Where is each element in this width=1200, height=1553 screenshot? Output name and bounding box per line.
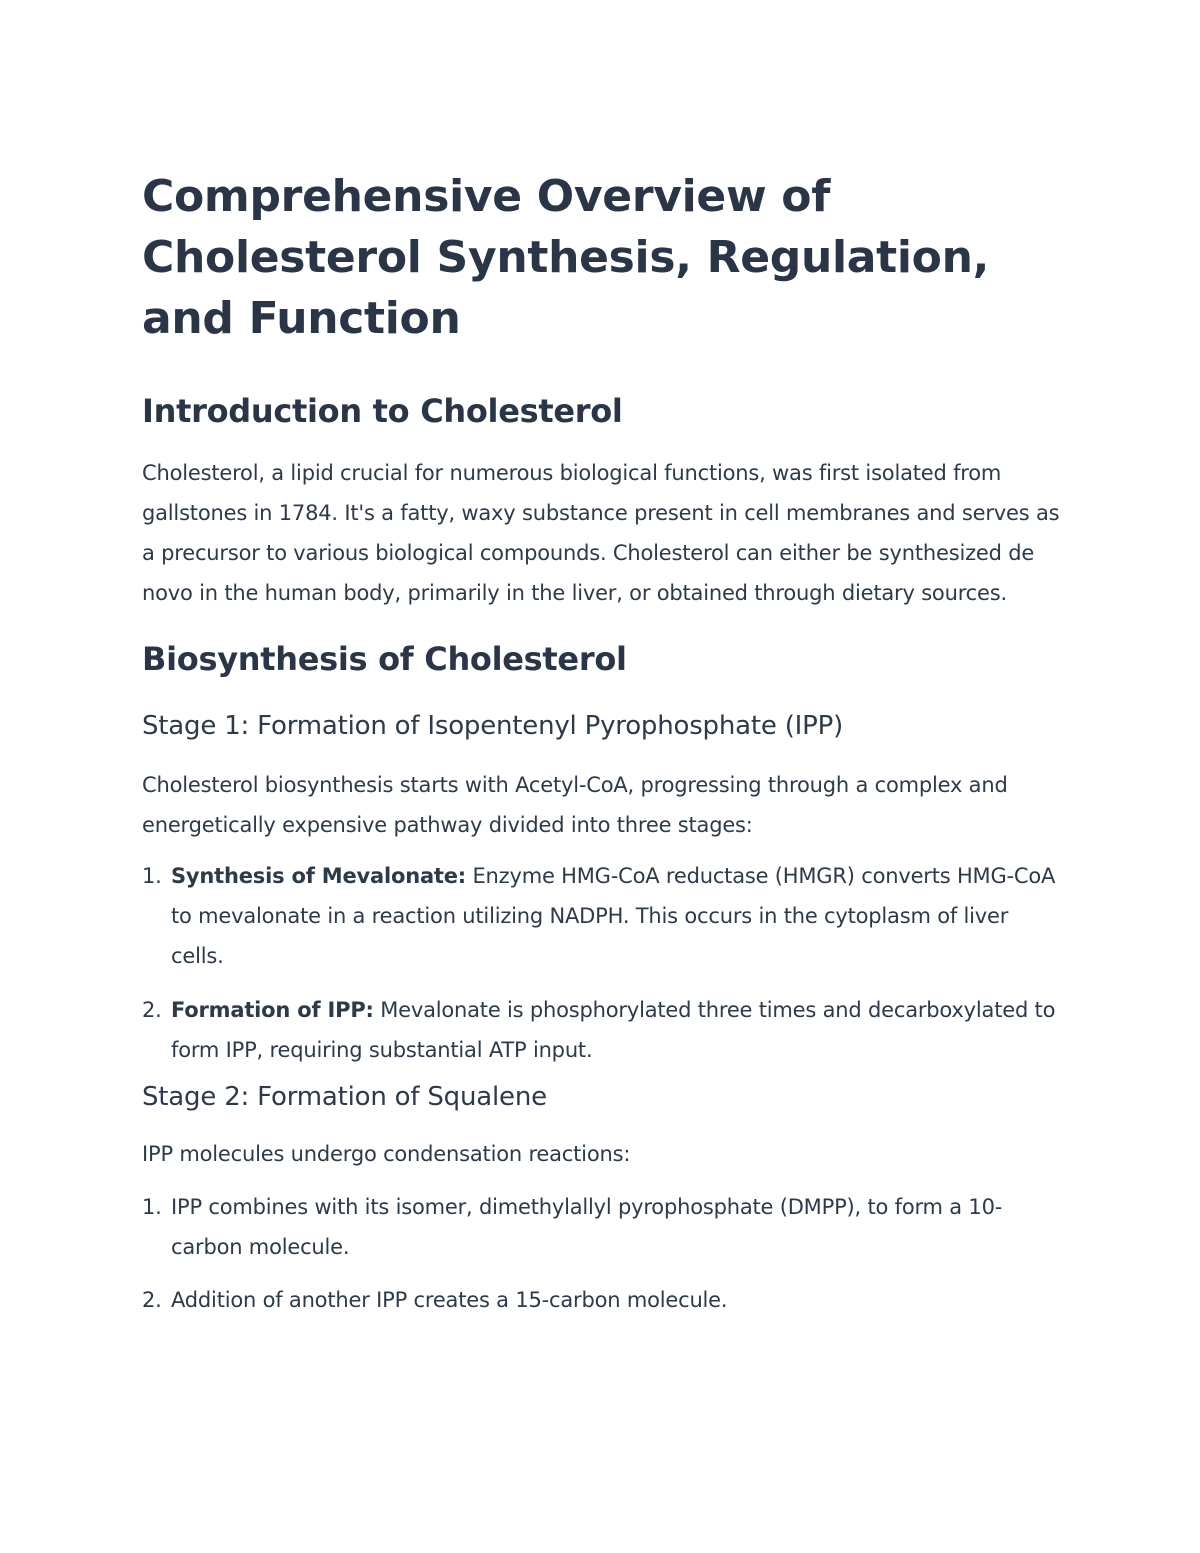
list-item-text: IPP combines with its isomer, dimethylallyl pyrophosphate (DMPP), to form a 10-carbon molecule. bbox=[171, 1195, 1003, 1259]
list-item bbox=[142, 990, 1062, 1070]
section-heading-introduction: Introduction to Cholesterol bbox=[142, 392, 623, 430]
list-item-number: 2. bbox=[142, 1288, 162, 1312]
stage-1-paragraph: Cholesterol biosynthesis starts with Acetyl-CoA, progressing through a complex and energetically expensive pathway divided into three stages: bbox=[142, 773, 1008, 837]
list-item bbox=[142, 856, 1062, 976]
document-page bbox=[142, 166, 1062, 1320]
section-heading-biosynthesis: Biosynthesis of Cholesterol bbox=[142, 640, 627, 678]
introduction-paragraph: Cholesterol, a lipid crucial for numerous biological functions, was first isolated from gallstones in 1784. It's a fatty, waxy substance present in cell membranes and serves as a precursor to various biological compounds. Cholesterol can either be synthesized de novo in the human body, primarily in the liver, or obtained through dietary sources. bbox=[142, 461, 1060, 605]
stage-2-list bbox=[142, 1187, 1062, 1320]
list-item bbox=[142, 1187, 1062, 1267]
list-item-term: Formation of IPP: bbox=[171, 998, 374, 1022]
list-item bbox=[142, 1280, 1062, 1320]
list-item-text: Enzyme HMG-CoA reductase (HMGR) converts HMG-CoA to mevalonate in a reaction utilizing NADPH. This occurs in the cytoplasm of liver cells. bbox=[171, 864, 1056, 968]
list-item-term: Synthesis of Mevalonate: bbox=[171, 864, 467, 888]
subsection-heading-stage-2: Stage 2: Formation of Squalene bbox=[142, 1082, 547, 1112]
list-item-number: 1. bbox=[142, 1195, 162, 1219]
list-item-text: Mevalonate is phosphorylated three times and decarboxylated to form IPP, requiring substantial ATP input. bbox=[171, 998, 1056, 1062]
list-item-number: 1. bbox=[142, 864, 162, 888]
stage-1-list bbox=[142, 856, 1062, 1070]
list-item-number: 2. bbox=[142, 998, 162, 1022]
document-title: Comprehensive Overview of Cholesterol Synthesis, Regulation, and Function bbox=[142, 171, 990, 344]
list-item-text: Addition of another IPP creates a 15-carbon molecule. bbox=[171, 1288, 728, 1312]
stage-2-paragraph: IPP molecules undergo condensation reactions: bbox=[142, 1142, 631, 1166]
subsection-heading-stage-1: Stage 1: Formation of Isopentenyl Pyrophosphate (IPP) bbox=[142, 711, 844, 741]
